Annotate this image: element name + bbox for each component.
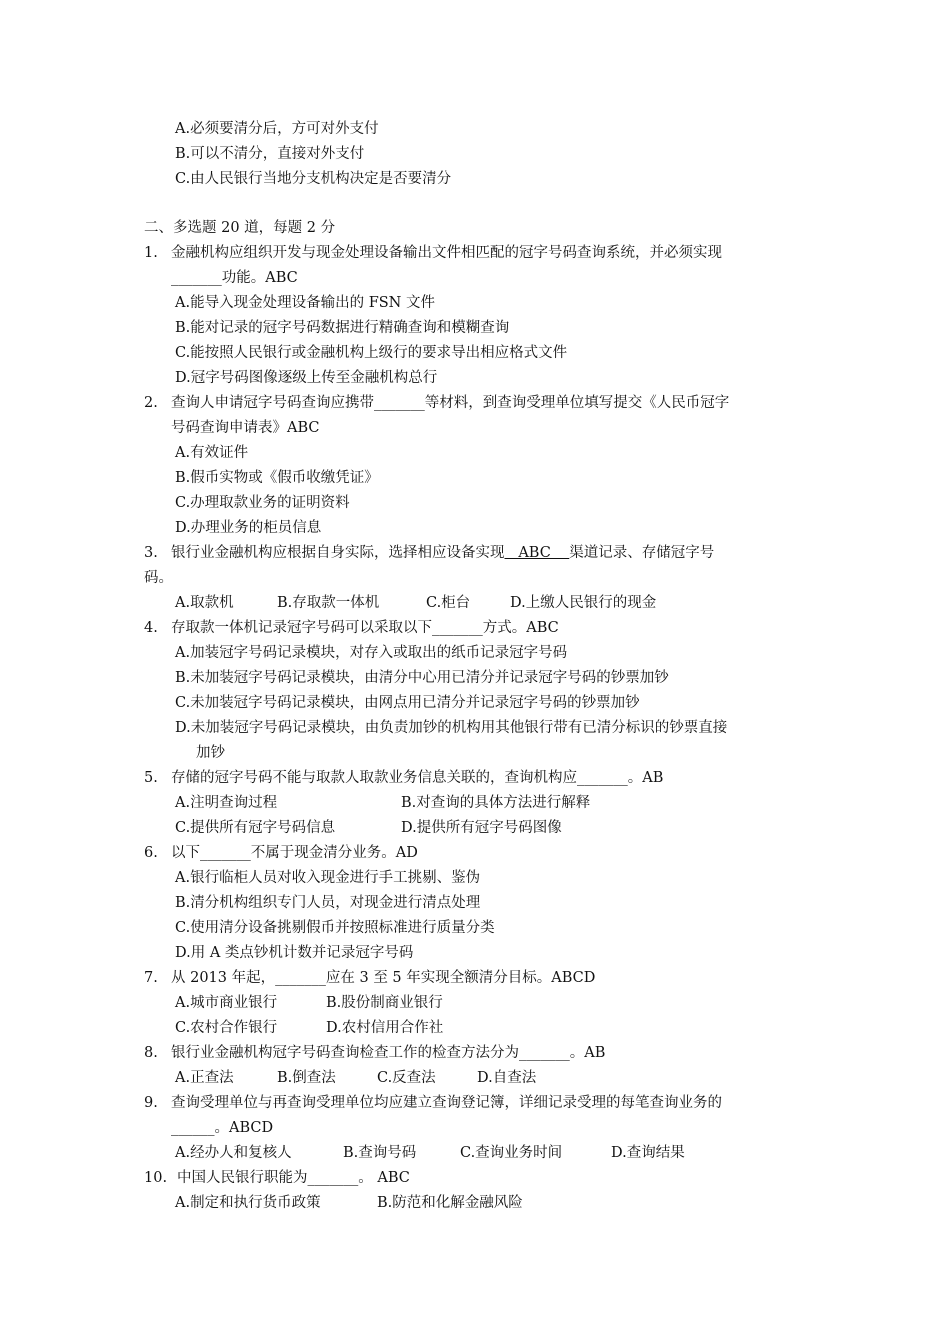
q4-stem: 存取款一体机记录冠字号码可以采取以下_______方式。ABC (171, 620, 559, 636)
q5-option-d: D.提供所有冠字号码图像 (401, 820, 562, 836)
q4-option-d: D.未加装冠字号码记录模块，由负责加钞的机构用其他银行带有已清分标识的钞票直接 (175, 720, 728, 736)
q3-stem (171, 543, 714, 563)
q7-option-d: D.农村信用合作社 (326, 1020, 444, 1036)
q6-stem: 以下_______不属于现金清分业务。AD (171, 845, 418, 861)
q5-option-a: A.注明查询过程 (175, 795, 278, 811)
q9-stem: 查询受理单位与再查询受理单位均应建立查询登记簿，详细记录受理的每笔查询业务的 (171, 1095, 722, 1111)
q2-option-d: D.办理业务的柜员信息 (175, 520, 322, 536)
q1-option-d: D.冠字号码图像逐级上传至金融机构总行 (175, 370, 438, 386)
q2-option-a: A.有效证件 (175, 445, 249, 461)
q5-stem: 存储的冠字号码不能与取款人取款业务信息关联的，查询机构应_______。AB (171, 770, 664, 786)
option-b: B.可以不清分，直接对外支付 (175, 146, 365, 162)
q8-option-d: D.自查法 (477, 1070, 537, 1086)
q1-stem-cont: _______功能。ABC (171, 270, 298, 286)
q1-stem: 金融机构应组织开发与现金处理设备输出文件相匹配的冠字号码查询系统，并必须实现 (171, 245, 722, 261)
q6-option-b: B.清分机构组织专门人员，对现金进行清点处理 (175, 895, 481, 911)
q3-option-d: D.上缴人民银行的现金 (510, 595, 657, 611)
q1-number: 1. (144, 245, 158, 261)
q9-option-c: C.查询业务时间 (460, 1145, 563, 1161)
q4-option-b: B.未加装冠字号码记录模块，由清分中心用已清分并记录冠字号码的钞票加钞 (175, 670, 669, 686)
q9-option-b: B.查询号码 (343, 1145, 417, 1161)
q2-stem-cont: 号码查询申请表》ABC (171, 420, 320, 436)
q7-option-c: C.农村合作银行 (175, 1020, 278, 1036)
q6-option-c: C.使用清分设备挑剔假币并按照标准进行质量分类 (175, 920, 495, 936)
q5-option-c: C.提供所有冠字号码信息 (175, 820, 336, 836)
q8-option-b: B.倒查法 (277, 1070, 336, 1086)
q1-option-a: A.能导入现金处理设备输出的 FSN 文件 (175, 295, 435, 311)
q7-number: 7. (144, 970, 158, 986)
q10-option-a: A.制定和执行货币政策 (175, 1195, 321, 1211)
q6-option-d: D.用 A 类点钞机计数并记录冠字号码 (175, 945, 414, 961)
q3-option-b: B.存取款一体机 (277, 595, 380, 611)
q4-option-d-cont: 加钞 (196, 745, 225, 761)
q4-number: 4. (144, 620, 158, 636)
q3-answer-blank: ABC (504, 545, 570, 561)
q9-option-a: A.经办人和复核人 (175, 1145, 292, 1161)
q7-stem: 从 2013 年起，_______应在 3 至 5 年实现全额清分目标。ABCD (171, 970, 596, 986)
q2-number: 2. (144, 395, 158, 411)
q8-stem: 银行业金融机构冠字号码查询检查工作的检查方法分为_______。AB (171, 1045, 606, 1061)
q1-option-c: C.能按照人民银行或金融机构上级行的要求导出相应格式文件 (175, 345, 568, 361)
section-title: 二、多选题 20 道，每题 2 分 (144, 220, 336, 236)
q9-number: 9. (144, 1095, 158, 1111)
q6-number: 6. (144, 845, 158, 861)
q3-stem-cont: 码。 (144, 570, 173, 586)
q6-option-a: A.银行临柜人员对收入现金进行手工挑剔、鉴伪 (175, 870, 481, 886)
q2-option-c: C.办理取款业务的证明资料 (175, 495, 350, 511)
q8-number: 8. (144, 1045, 158, 1061)
q8-option-c: C.反查法 (377, 1070, 436, 1086)
q2-stem: 查询人申请冠字号码查询应携带_______等材料，到查询受理单位填写提交《人民币冠字 (171, 395, 730, 411)
q3-number: 3. (144, 545, 158, 561)
option-a: A.必须要清分后，方可对外支付 (175, 121, 379, 137)
q3-stem-pre: 银行业金融机构应根据自身实际，选择相应设备实现 (171, 545, 505, 561)
q4-option-a: A.加装冠字号码记录模块，对存入或取出的纸币记录冠字号码 (175, 645, 568, 661)
q10-number: 10. (144, 1170, 168, 1186)
q9-stem-cont: ______。ABCD (171, 1120, 274, 1136)
q3-option-a: A.取款机 (175, 595, 234, 611)
q4-option-c: C.未加装冠字号码记录模块，由网点用已清分并记录冠字号码的钞票加钞 (175, 695, 640, 711)
q5-number: 5. (144, 770, 158, 786)
q2-option-b: B.假币实物或《假币收缴凭证》 (175, 470, 379, 486)
q3-stem-post: 渠道记录、存储冠字号 (569, 545, 715, 561)
q10-option-b: B.防范和化解金融风险 (377, 1195, 523, 1211)
option-c: C.由人民银行当地分支机构决定是否要清分 (175, 171, 452, 187)
q8-option-a: A.正查法 (175, 1070, 234, 1086)
q1-option-b: B.能对记录的冠字号码数据进行精确查询和模糊查询 (175, 320, 510, 336)
q10-stem: 中国人民银行职能为_______。 ABC (177, 1170, 410, 1186)
q7-option-a: A.城市商业银行 (175, 995, 278, 1011)
q9-option-d: D.查询结果 (611, 1145, 685, 1161)
q7-option-b: B.股份制商业银行 (326, 995, 443, 1011)
q3-option-c: C.柜台 (426, 595, 471, 611)
q5-option-b: B.对查询的具体方法进行解释 (401, 795, 591, 811)
